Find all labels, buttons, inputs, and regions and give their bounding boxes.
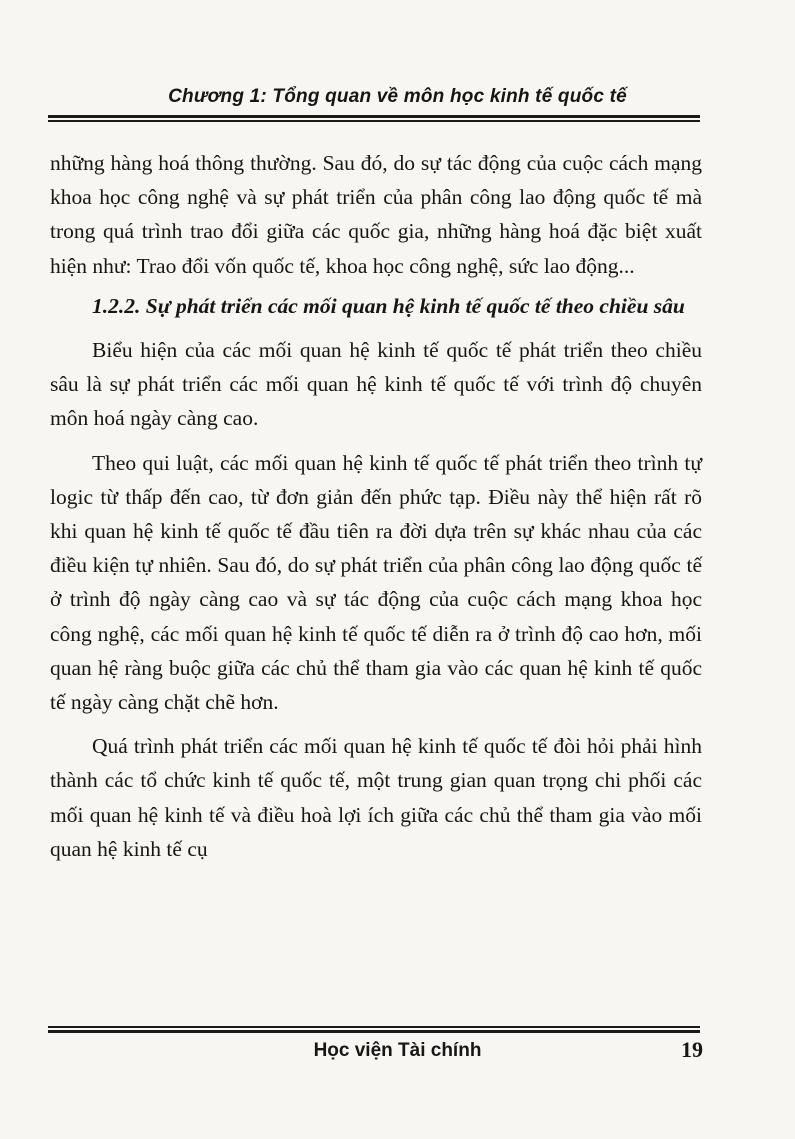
header-rule-thick: [48, 115, 700, 118]
paragraph-continuation: những hàng hoá thông thường. Sau đó, do sự tác động của cuộc cách mạng khoa học công nghệ và sự phát triển của phân công lao động quốc tế mà trong quá trình trao đổi giữa các quốc gia, những hàng hoá đặc biệt xuất hiện như: Trao đổi vốn quốc tế, khoa học công nghệ, sức lao động...: [50, 151, 702, 278]
paragraph: Quá trình phát triển các mối quan hệ kinh tế quốc tế đòi hỏi phải hình thành các tổ chức kinh tế quốc tế, một trung gian quan trọng chi phối các mối quan hệ kinh tế và điều hoà lợi ích giữa các chủ thể tham gia vào mối quan hệ kinh tế cụ: [50, 734, 702, 861]
footer-publisher: Học viện Tài chính: [313, 1040, 482, 1061]
footer-rule-thin: [48, 1026, 700, 1028]
page-body: [50, 146, 702, 876]
header-rule-thin: [48, 120, 700, 122]
footer-rule-thick: [48, 1030, 700, 1033]
page-number: 19: [681, 1037, 703, 1062]
section-heading: 1.2.2. Sự phát triển các mối quan hệ kinh tế quốc tế theo chiều sâu: [92, 293, 685, 318]
chapter-header: Chương 1: Tổng quan về môn học kinh tế quốc tế: [168, 86, 627, 107]
paragraph: Theo qui luật, các mối quan hệ kinh tế quốc tế phát triển theo trình tự logic từ thấp đến cao, từ đơn giản đến phức tạp. Điều này thể hiện rất rõ khi quan hệ kinh tế quốc tế đầu tiên ra đời dựa trên sự khác nhau của các điều kiện tự nhiên. Sau đó, do sự phát triển của phân công lao động quốc tế ở trình độ ngày càng cao và sự tác động của cuộc cách mạng khoa học công nghệ, các mối quan hệ kinh tế quốc tế diễn ra ở trình độ cao hơn, mối quan hệ ràng buộc giữa các chủ thể tham gia vào các quan hệ kinh tế quốc tế ngày càng chặt chẽ hơn.: [50, 450, 702, 715]
paragraph: Biểu hiện của các mối quan hệ kinh tế quốc tế phát triển theo chiều sâu là sự phát triển các mối quan hệ kinh tế quốc tế với trình độ chuyên môn hoá ngày càng cao.: [50, 338, 702, 431]
